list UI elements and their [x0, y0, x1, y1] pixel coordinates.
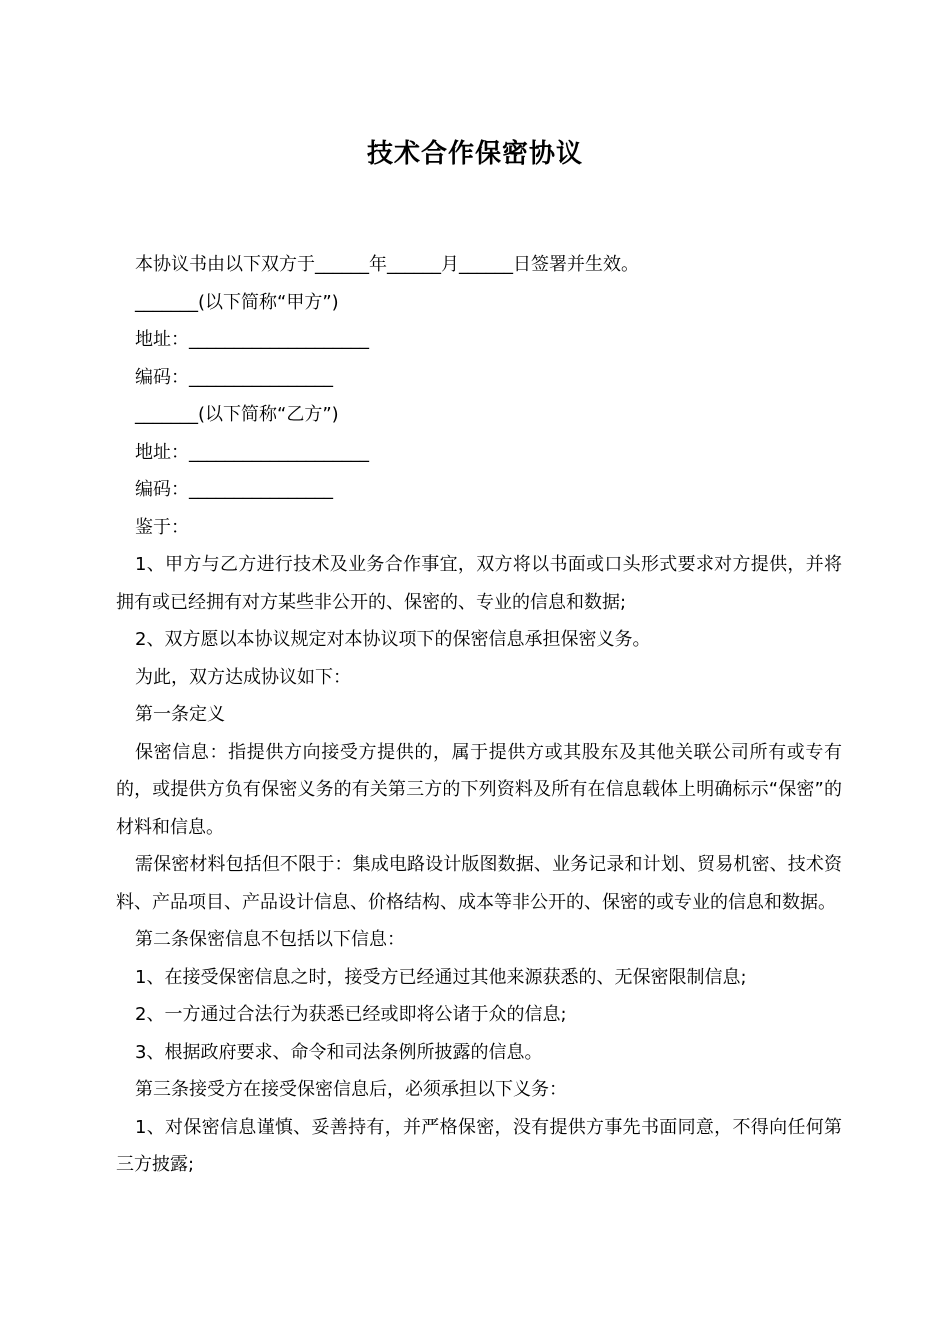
paragraph: 为此，双方达成协议如下：: [135, 666, 351, 688]
party-b-line: _______(以下简称“乙方”): [135, 404, 339, 425]
paragraph: 3、根据政府要求、命令和司法条例所披露的信息。: [135, 1041, 543, 1063]
article-heading: 第三条接受方在接受保密信息后，必须承担以下义务：: [135, 1079, 567, 1100]
party-b-address: 地址：____________________: [135, 441, 369, 463]
whereas-heading: 鉴于：: [135, 516, 189, 538]
paragraph: 1、对保密信息谨慎、妥善持有，并严格保密，没有提供方事先书面同意，不得向任何第三方披露;: [116, 1116, 842, 1175]
party-a-line: _______(以下简称“甲方”): [135, 291, 339, 313]
paragraph: 保密信息：指提供方向接受方提供的，属于提供方或其股东及其他关联公司所有或专有的，或提供方负有保密义务的有关第三方的下列资料及所有在信息载体上明确标示“保密”的材料和信息。: [116, 741, 842, 838]
paragraph: 1、甲方与乙方进行技术及业务合作事宜，双方将以书面或口头形式要求对方提供，并将拥有或已经拥有对方某些非公开的、保密的、专业的信息和数据;: [116, 554, 842, 613]
paragraph: 需保密材料包括但不限于：集成电路设计版图数据、业务记录和计划、贸易机密、技术资料、产品项目、产品设计信息、价格结构、成本等非公开的、保密的或专业的信息和数据。: [116, 854, 842, 913]
intro-line: 本协议书由以下双方于______年______月______日签署并生效。: [135, 254, 639, 275]
party-a-postcode: 编码：________________: [135, 366, 333, 388]
document-body: [116, 246, 842, 1184]
paragraph: 2、双方愿以本协议规定对本协议项下的保密信息承担保密义务。: [135, 629, 651, 650]
party-b-postcode: 编码：________________: [135, 479, 333, 500]
paragraph: 1、在接受保密信息之时，接受方已经通过其他来源获悉的、无保密限制信息;: [135, 966, 747, 988]
party-a-address: 地址：____________________: [135, 329, 369, 350]
article-heading: 第一条定义: [135, 704, 225, 725]
document-title: 技术合作保密协议: [366, 139, 583, 169]
paragraph: 2、一方通过合法行为获悉已经或即将公诸于众的信息;: [135, 1004, 567, 1025]
article-heading: 第二条保密信息不包括以下信息：: [135, 929, 405, 950]
